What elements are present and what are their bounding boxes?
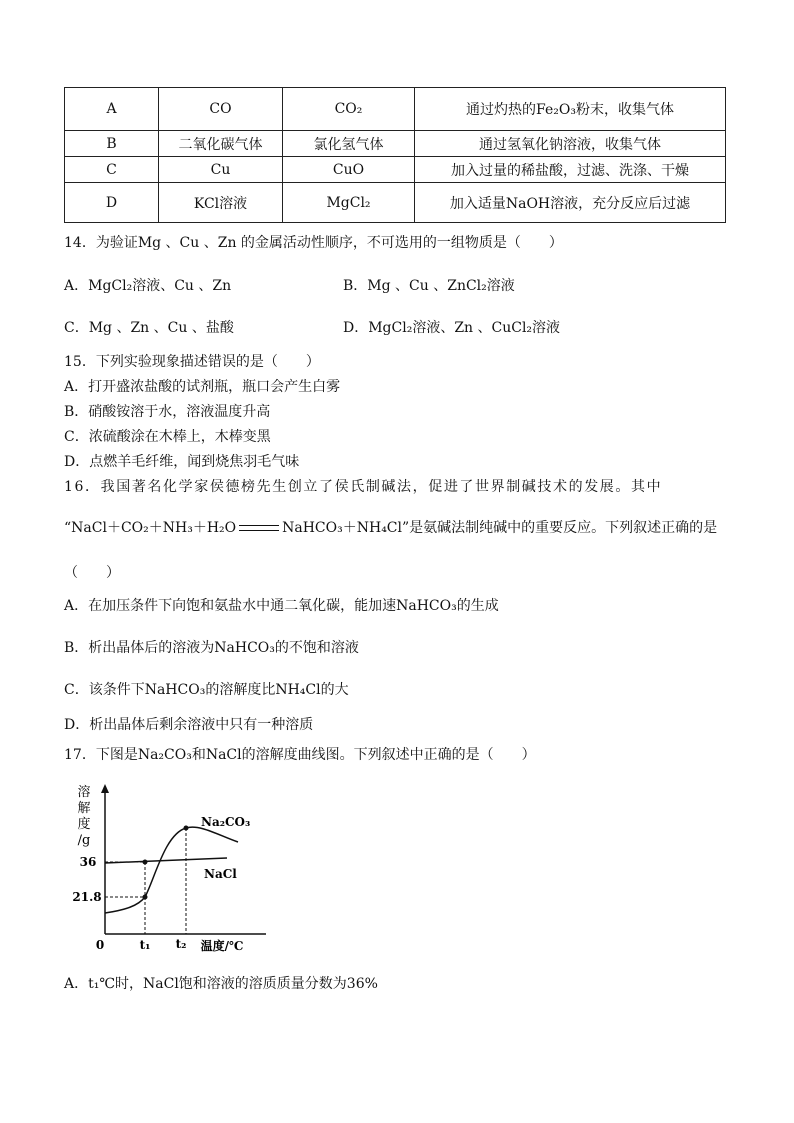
point-t2-peak: [184, 826, 189, 831]
ylabel-char: /g: [77, 833, 91, 848]
row-label: B: [65, 131, 159, 157]
table-row: [65, 131, 726, 157]
q14-option-c: C．Mg 、Zn 、Cu 、盐酸: [64, 320, 234, 336]
q17-stem: 17．下图是Na₂CO₃和NaCl的溶解度曲线图。下列叙述中正确的是（ ）: [64, 747, 536, 763]
q16-stem-line1: 16．我国著名化学家侯德榜先生创立了侯氏制碱法，促进了世界制碱技术的发展。其中: [64, 479, 663, 495]
ylabel-char: 溶: [77, 785, 91, 800]
ytick-36: 36: [79, 855, 97, 869]
cell-method: 通过氢氧化钠溶液，收集气体: [415, 131, 726, 157]
series-nacl-line: [105, 858, 227, 863]
cell-impurity: CuO: [283, 157, 415, 183]
row-label: C: [65, 157, 159, 183]
xtick-0: 0: [95, 938, 105, 952]
options-table: [64, 87, 726, 223]
series-label-na2co3: Na₂CO₃: [201, 815, 251, 829]
xlabel: 温度/℃: [200, 939, 244, 953]
q15-option-c: C．浓硫酸涂在木棒上，木棒变黑: [64, 429, 271, 445]
point-t1-21-8: [143, 895, 148, 900]
cell-substance: Cu: [159, 157, 283, 183]
row-label: D: [65, 183, 159, 223]
ytick-21-8: 21.8: [72, 890, 102, 904]
q17-option-a: A．t₁℃时，NaCl饱和溶液的溶质质量分数为36%: [64, 976, 378, 992]
cell-substance: KCl溶液: [159, 183, 283, 223]
series-label-nacl: NaCl: [204, 867, 237, 881]
q15-stem: 15．下列实验现象描述错误的是（ ）: [64, 354, 320, 370]
q16-option-c: C．该条件下NaHCO₃的溶解度比NH₄Cl的大: [64, 682, 349, 698]
q14-stem: 14．为验证Mg 、Cu 、Zn 的金属活动性顺序，不可选用的一组物质是（ ）: [64, 235, 563, 251]
row-label: A: [65, 88, 159, 131]
cell-substance: CO: [159, 88, 283, 131]
q15-option-b: B．硝酸铵溶于水，溶液温度升高: [64, 404, 271, 420]
table-row: [65, 88, 726, 131]
xtick-t1: t₁: [139, 938, 151, 952]
q14-option-b: B．Mg 、Cu 、ZnCl₂溶液: [343, 278, 515, 294]
q16-equation-right: NaHCO₃＋NH₄Cl”: [282, 520, 410, 536]
ylabel-char: 解: [77, 801, 91, 816]
cell-method: 通过灼热的Fe₂O₃粉末，收集气体: [415, 88, 726, 131]
cell-method: 加入适量NaOH溶液，充分反应后过滤: [415, 183, 726, 223]
table-row: [65, 183, 726, 223]
cell-impurity: MgCl₂: [283, 183, 415, 223]
solubility-chart: [70, 782, 270, 957]
q16-option-a: A．在加压条件下向饱和氨盐水中通二氧化碳，能加速NaHCO₃的生成: [64, 598, 499, 614]
q16-option-d: D．析出晶体后剩余溶液中只有一种溶质: [64, 717, 314, 733]
y-axis-arrow-icon: [101, 784, 109, 793]
q15-option-d: D．点燃羊毛纤维，闻到烧焦羽毛气味: [64, 454, 300, 470]
q15-option-a: A．打开盛浓盐酸的试剂瓶，瓶口会产生白雾: [64, 379, 341, 395]
q16-option-b: B．析出晶体后的溶液为NaHCO₃的不饱和溶液: [64, 640, 359, 656]
q16-stem-line2: [64, 519, 717, 537]
ylabel-char: 度: [77, 817, 91, 832]
xtick-t2: t₂: [175, 937, 187, 951]
cell-substance: 二氧化碳气体: [159, 131, 283, 157]
q16-paren: （ ）: [64, 565, 120, 581]
q14-option-a: A．MgCl₂溶液、Cu 、Zn: [64, 278, 232, 294]
cell-impurity: 氯化氢气体: [283, 131, 415, 157]
table-row: [65, 157, 726, 183]
cell-method: 加入过量的稀盐酸，过滤、洗涤、干燥: [415, 157, 726, 183]
point-t1-36: [143, 860, 148, 865]
q16-equation-left: “NaCl＋CO₂＋NH₃＋H₂O: [64, 520, 237, 536]
q14-option-d: D．MgCl₂溶液、Zn 、CuCl₂溶液: [343, 320, 561, 336]
q16-stem-tail: 是氨碱法制纯碱中的重要反应。下列叙述正确的是: [409, 520, 718, 536]
equals-sign-icon: [239, 525, 279, 531]
cell-impurity: CO₂: [283, 88, 415, 131]
